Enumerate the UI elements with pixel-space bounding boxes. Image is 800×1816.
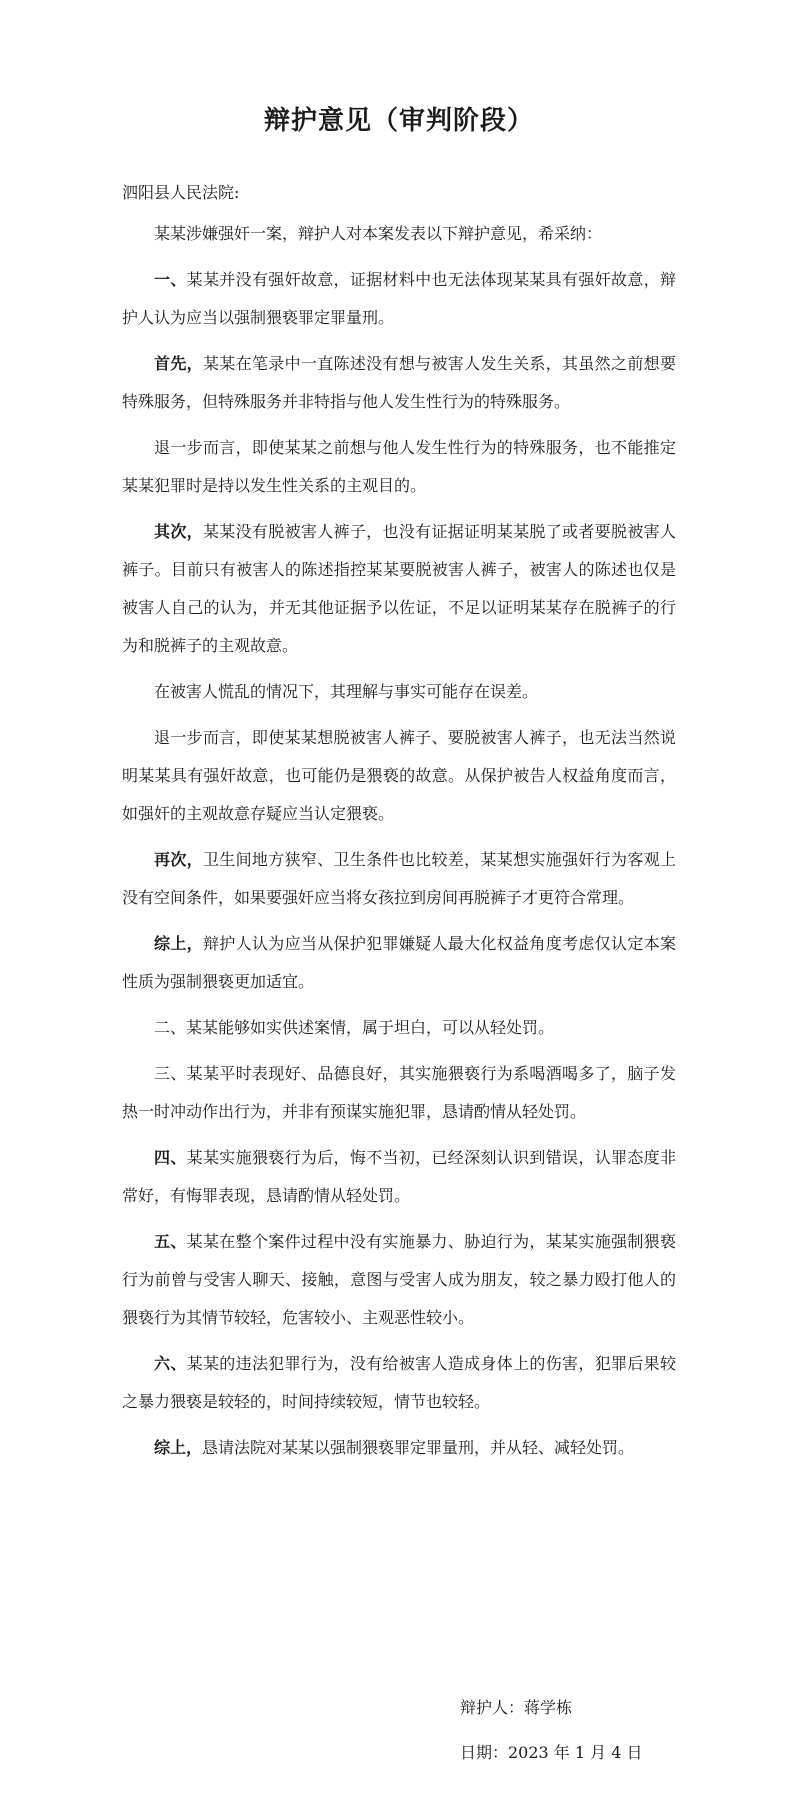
paragraph-lead: 首先， — [154, 354, 203, 373]
document-title: 辩护意见（审判阶段） — [263, 106, 534, 136]
signature-line: 辩护人：蒋学栋 — [460, 1698, 573, 1717]
paragraph-text: 某某在整个案件过程中没有实施暴力、胁迫行为，某某实施强制猥亵行为前曾与受害人聊天、接触，意图与受害人成为朋友，较之暴力殴打他人的猥亵行为其情节较轻，危害较小、主观恶性较小。 — [122, 1232, 676, 1327]
paragraph — [122, 1055, 676, 1131]
paragraph-lead: 一、 — [154, 270, 187, 289]
paragraph-text: 某某在笔录中一直陈述没有想与被害人发生关系，其虽然之前想要特殊服务，但特殊服务并非特指与他人发生性行为的特殊服务。 — [122, 354, 676, 411]
paragraph — [122, 345, 676, 421]
paragraph-text: 三、某某平时表现好、品德良好，其实施猥亵行为系喝酒喝多了，脑子发热一时冲动作出行为，并非有预谋实施犯罪，恳请酌情从轻处罚。 — [122, 1064, 676, 1121]
paragraph-lead: 其次， — [154, 522, 203, 541]
paragraph-text: 某某并没有强奸故意，证据材料中也无法体现某某具有强奸故意，辩护人认为应当以强制猥亵罪定罪量刑。 — [122, 270, 676, 327]
paragraph-text: 在被害人慌乱的情况下，其理解与事实可能存在误差。 — [154, 682, 539, 701]
paragraph-text: 恳请法院对某某以强制猥亵罪定罪量刑，并从轻、减轻处罚。 — [202, 1438, 635, 1457]
paragraph-lead: 四、 — [154, 1148, 187, 1167]
paragraph-lead: 综上， — [154, 934, 203, 953]
paragraph-lead: 五、 — [154, 1232, 187, 1251]
paragraph-lead: 再次， — [154, 850, 203, 869]
paragraph — [122, 1345, 676, 1421]
paragraph-text: 卫生间地方狭窄、卫生条件也比较差，某某想实施强奸行为客观上没有空间条件，如果要强奸应当将女孩拉到房间再脱裤子才更符合常理。 — [122, 850, 676, 907]
date-line: 日期：2023 年 1 月 4 日 — [460, 1743, 643, 1762]
paragraph — [122, 841, 676, 917]
paragraph-text: 某某实施猥亵行为后，悔不当初，已经深刻认识到错误，认罪态度非常好，有悔罪表现，恳请酌情从轻处罚。 — [122, 1148, 676, 1205]
paragraph-text: 某某的违法犯罪行为，没有给被害人造成身体上的伤害，犯罪后果较之暴力猥亵是较轻的，时间持续较短，情节也较轻。 — [122, 1354, 676, 1411]
paragraph — [122, 261, 676, 337]
paragraph-text: 二、某某能够如实供述案情，属于坦白，可以从轻处罚。 — [154, 1018, 555, 1037]
paragraph-text: 某某没有脱被害人裤子，也没有证据证明某某脱了或者要脱被害人裤子。目前只有被害人的陈述指控某某要脱被害人裤子，被害人的陈述也仅是被害人自己的认为，并无其他证据予以佐证，不足以证明某某存在脱裤子的行为和脱裤子的主观故意。 — [122, 522, 676, 655]
paragraph — [122, 513, 676, 665]
paragraph — [122, 1223, 676, 1337]
paragraph — [122, 215, 676, 253]
paragraph-lead: 六、 — [154, 1354, 187, 1373]
paragraph-lead: 综上， — [154, 1438, 203, 1457]
paragraph — [122, 925, 676, 1001]
paragraph-text: 退一步而言，即使某某之前想与他人发生性行为的特殊服务，也不能推定某某犯罪时是持以发生性关系的主观目的。 — [122, 438, 676, 495]
paragraph — [122, 1139, 676, 1215]
paragraph — [122, 673, 676, 711]
paragraph — [122, 719, 676, 833]
paragraph-text: 退一步而言，即使某某想脱被害人裤子、要脱被害人裤子，也无法当然说明某某具有强奸故意，也可能仍是猥亵的故意。从保护被告人权益角度而言，如强奸的主观故意存疑应当认定猥亵。 — [122, 728, 676, 823]
paragraph-text: 辩护人认为应当从保护犯罪嫌疑人最大化权益角度考虑仅认定本案性质为强制猥亵更加适宜。 — [122, 934, 676, 991]
paragraph — [122, 429, 676, 505]
paragraph — [122, 1009, 676, 1047]
paragraph — [122, 1429, 676, 1467]
paragraph-text: 某某涉嫌强奸一案，辩护人对本案发表以下辩护意见，希采纳： — [154, 224, 603, 243]
recipient-line: 泗阳县人民法院: — [122, 183, 240, 202]
